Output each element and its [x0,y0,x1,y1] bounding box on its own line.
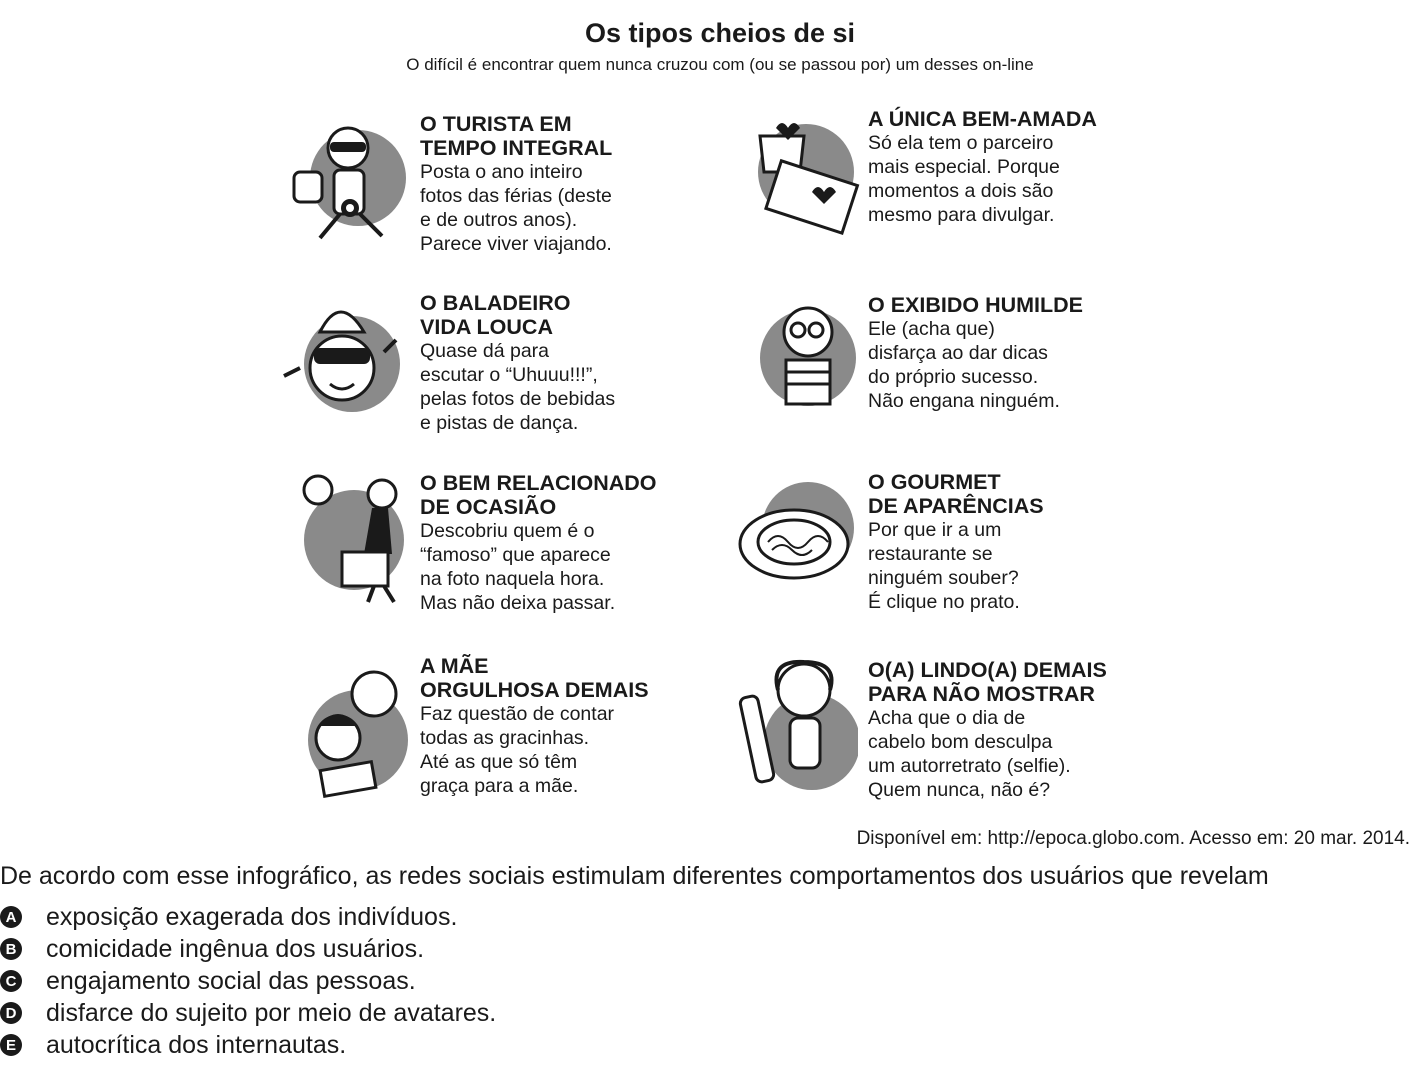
card-body: Posta o ano inteiro fotos das férias (deste e de outros anos). Parece viver viajando. [420,161,612,255]
card-tourist [420,112,612,256]
card-title: O BEM RELACIONADO DE OCASIÃO [420,471,657,519]
card-selfie [868,658,1107,802]
card-humble [868,293,1083,413]
card-proud-mother [420,654,649,798]
option-c[interactable] [0,965,496,997]
option-text: autocrítica dos internautas. [46,1030,347,1059]
option-b[interactable] [0,933,496,965]
option-letter-badge: E [0,1034,22,1056]
option-text: comicidade ingênua dos usuários. [46,934,425,963]
option-text: exposição exagerada dos indivíduos. [46,902,458,931]
option-letter-badge: D [0,1002,22,1024]
card-wellconnected [420,471,657,615]
option-letter-badge: B [0,938,22,960]
card-gourmet [868,470,1044,614]
option-letter-badge: C [0,970,22,992]
card-body: Descobriu quem é o “famoso” que aparece na foto naquela hora. Mas não deixa passar. [420,520,616,614]
card-title: O TURISTA EM TEMPO INTEGRAL [420,112,613,160]
card-body: Só ela tem o parceiro mais especial. Porque momentos a dois são mesmo para divulgar. [868,132,1060,226]
card-title: A ÚNICA BEM-AMADA [868,107,1097,131]
card-title: O EXIBIDO HUMILDE [868,293,1084,317]
card-body: Faz questão de contar todas as gracinhas. Até as que só têm graça para a mãe. [420,703,615,797]
card-title: O BALADEIRO VIDA LOUCA [420,291,571,339]
card-title: O(A) LINDO(A) DEMAIS PARA NÃO MOSTRAR [868,658,1107,706]
card-body: Ele (acha que) disfarça ao dar dicas do próprio sucesso. Não engana ninguém. [868,318,1060,412]
option-d[interactable] [0,997,496,1029]
card-body: Por que ir a um restaurante se ninguém souber? É clique no prato. [868,519,1020,613]
tourist-illustration [290,110,410,250]
card-beloved [868,107,1097,227]
question-stem: De acordo com esse infográfico, as redes sociais estimulam diferentes comportamentos dos usuários que revelam [0,862,1269,890]
card-title: A MÃE ORGULHOSA DEMAIS [420,654,649,702]
option-letter-badge: A [0,906,22,928]
option-text: disfarce do sujeito por meio de avatares. [46,998,497,1027]
selfie-illustration [738,656,858,796]
option-e[interactable] [0,1029,496,1061]
card-title: O GOURMET DE APARÊNCIAS [868,470,1044,518]
card-body: Quase dá para escutar o “Uhuuu!!!”, pelas fotos de bebidas e pistas de dança. [420,340,616,434]
card-partier [420,291,615,435]
pasta-plate-illustration [738,466,858,606]
celebrity-photo-illustration [288,464,408,604]
party-guy-illustration [280,292,400,432]
option-a[interactable] [0,901,496,933]
source-citation: Disponível em: http://epoca.globo.com. Acesso em: 20 mar. 2014. [856,828,1410,849]
card-body: Acha que o dia de cabelo bom desculpa um autorretrato (selfie). Quem nunca, não é? [868,707,1071,801]
option-text: engajamento social das pessoas. [46,966,416,995]
answer-options [0,901,496,1061]
humble-braggart-illustration [750,290,870,430]
love-letter-illustration [742,106,862,246]
infographic-subtitle: O difícil é encontrar quem nunca cruzou com (ou se passou por) um desses on-line [406,55,1034,74]
infographic-title: Os tipos cheios de si [584,18,856,48]
proud-mother-illustration [298,664,418,804]
